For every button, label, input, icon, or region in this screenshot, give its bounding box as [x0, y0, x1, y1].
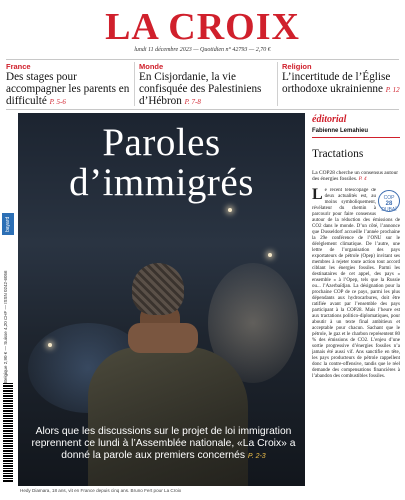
teaser-headline: L’incertitude de l’Église orthodoxe ukrainienne P. 12: [282, 71, 400, 95]
editorial-rule: [312, 137, 400, 138]
editorial-title[interactable]: Tractations: [312, 148, 364, 160]
masthead: [0, 0, 405, 58]
teaser-kicker: Monde: [139, 62, 164, 71]
teaser-page: P. 5-6: [49, 98, 66, 106]
legal-text: Belgique 2,90 € — Suisse 4,20 CHF — ISSN 0242-6056: [3, 270, 8, 383]
street-lamp: [228, 208, 232, 212]
editorial-body: [312, 188, 400, 488]
editorial-author: Fabienne Lemahieu: [312, 128, 369, 134]
photo-credit: Hedy Diamara, 18 ans, vit en France depuis cinq ans. Bruno Fert pour La Croix: [20, 488, 182, 493]
knit-hat: [132, 263, 184, 315]
editorial-lead: La COP28 cherche un consensus autour des énergies fossiles. P. 4: [312, 170, 399, 183]
street-lamp: [48, 343, 52, 347]
teaser-divider: [6, 109, 399, 110]
teaser-separator: [277, 62, 278, 106]
teaser-headline: En Cisjordanie, la vie confisquée des Palestiniens d’Hébron P. 7-8: [139, 71, 262, 107]
left-strip: [0, 113, 16, 493]
teaser-monde[interactable]: [139, 62, 274, 108]
bayard-logo: bayard: [2, 213, 14, 235]
teaser-separator: [134, 62, 135, 106]
teaser-kicker: France: [6, 62, 31, 71]
hands: [128, 323, 198, 353]
cover-page: P. 2-3: [247, 453, 266, 460]
cover-deck: Alors que les discussions sur le projet de loi immigration reprennent ce lundi à l’Assemblée nationale, «La Croix» a donné la parole aux premiers concernés P. 2-3: [31, 426, 296, 461]
teaser-religion[interactable]: [282, 62, 400, 108]
editorial-kicker: éditorial: [312, 114, 347, 125]
teaser-france[interactable]: [6, 62, 131, 108]
teaser-headline: Des stages pour accompagner les parents en difficulté P. 5-6: [6, 71, 130, 107]
drop-cap: L: [312, 188, 323, 203]
editorial-lead-page: P. 4: [358, 176, 367, 183]
jacket: [88, 347, 248, 486]
editorial-text: e récent télescopage de deux actualités est, au moins symboliquement, révélateur du chemin à parcourir pour faire consensus autour de la réduction des émissions de CO2 dans le monde. D’un côté, l’annonce que Dusseldorf accueille l’année prochaine la 29e conférence de l’ONU sur le dérèglement climatique. De l’autre, une lettre de l’organisation des pays exportateurs de pétrole (Opep) invitant ses membres à rejeter toute action tout accord ciblant les énergies fossiles. Parmi les destinataires de cet appel, des pays « ensemble » à l’Opep, tels que la Russie ou... l’Azerbaïdjan. La désignation pour la prochaine COP de ce pays, parmi les plus dépendants aux hydrocarbures, doit être ratifiée avant par l’ensemble des pays participant à la COP28. Mais l’heure est aux tractations politico-diplomatiques, pour aboutir à un texte final ambitieux et acceptable pour chacun. Sachant que le pétrole, le gaz et le charbon représentent 80 % des émissions de CO2. L’enjeu d’une sortie progressive d’énergies fossiles n’a jamais été aussi vif. Ans sanctifie en tête, les pays producteurs de pétrole rappellent donc la contre-offensive, tandis que le réel demande des compensations financières à l’abandon des combustibles fossiles.: [312, 188, 400, 379]
teaser-page: P. 12: [385, 86, 400, 94]
street-lamp: [268, 253, 272, 257]
cop28-badge: COP 28 DUBAÏ: [378, 190, 400, 212]
cover-title[interactable]: Paroles d’immigrés: [69, 121, 254, 204]
top-divider: [6, 59, 399, 60]
teaser-kicker: Religion: [282, 62, 312, 71]
barcode: [3, 383, 13, 483]
cover-photo[interactable]: [18, 113, 305, 486]
newspaper-logo[interactable]: LA CROIX: [105, 6, 300, 48]
dateline: lundi 11 décembre 2023 — Quotidien n° 42793 — 2,70 €: [134, 47, 271, 53]
teaser-page: P. 7-8: [184, 98, 201, 106]
